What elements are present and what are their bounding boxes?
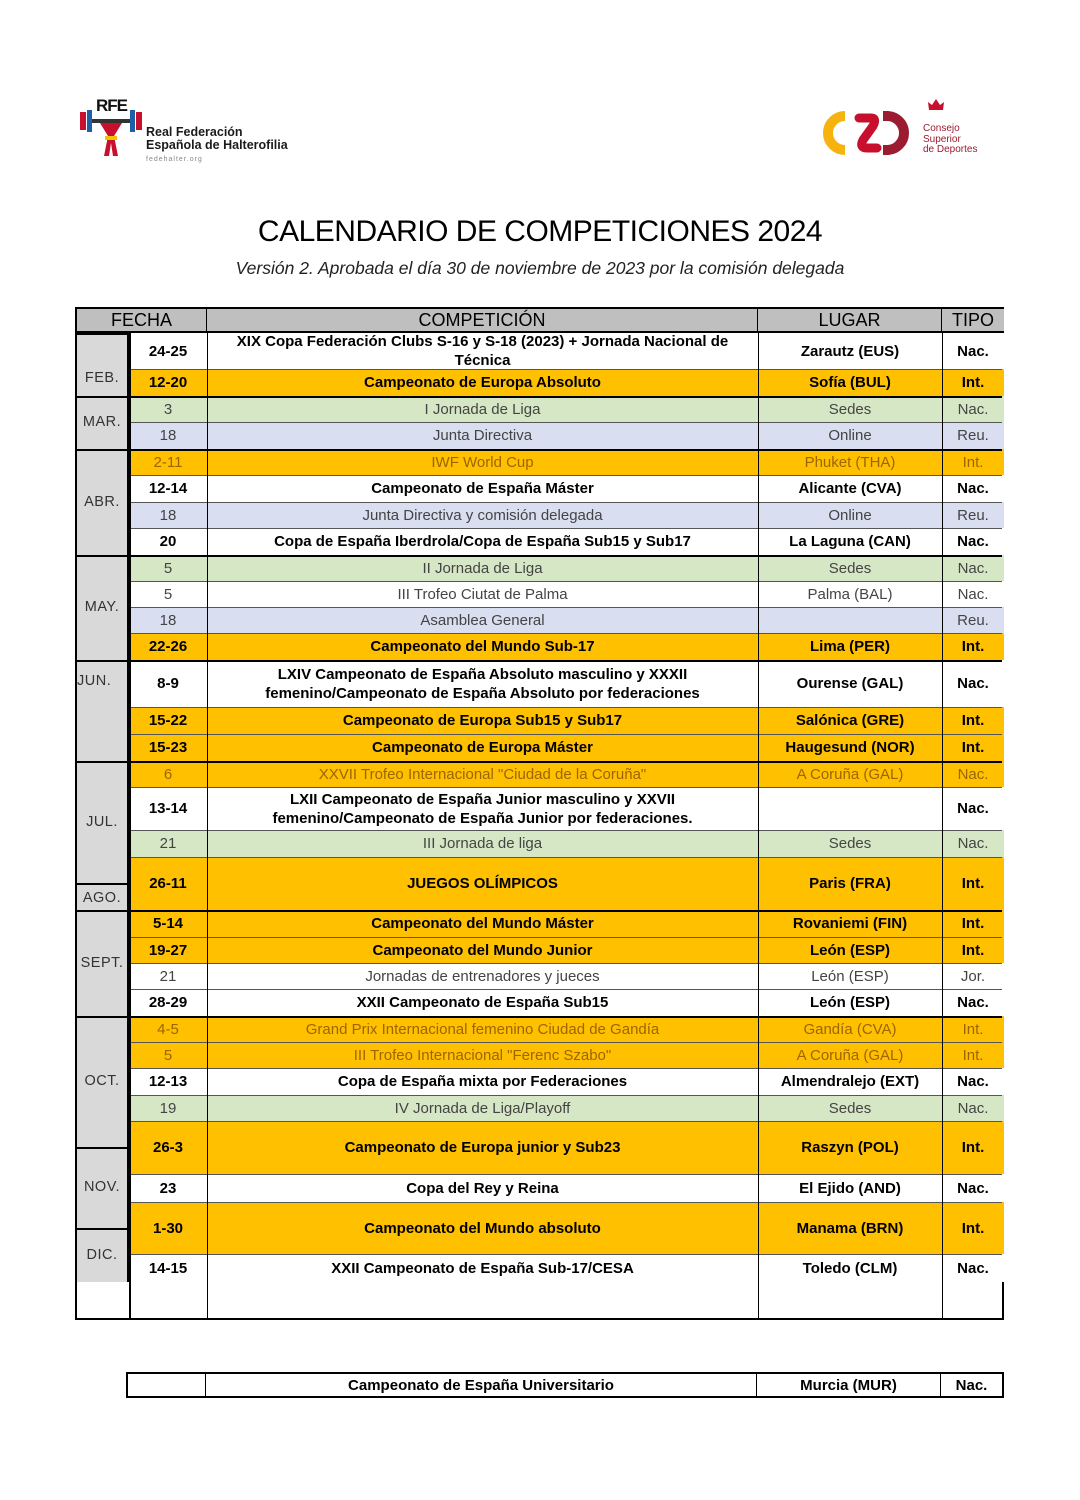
row-type: Int. [942,1042,1004,1068]
row-competition: II Jornada de Liga [207,555,758,581]
row-competition: LXII Campeonato de España Junior masculino y XXVII femenino/Campeonato de España Junior por federaciones. [207,787,758,830]
row-competition: Campeonato del Mundo Junior [207,937,758,963]
month-divider [77,333,129,335]
header-fecha: FECHA [77,309,207,333]
rfe-logo [78,98,318,168]
month-label: JUN. [77,660,129,761]
row-place: León (ESP) [758,963,942,989]
row-place: Sedes [758,830,942,857]
row-competition: Junta Directiva [207,422,758,449]
row-date: 28-29 [129,989,207,1016]
row-competition: I Jornada de Liga [207,396,758,422]
row-type: Nac. [942,660,1004,707]
row-place: Sedes [758,1095,942,1121]
crown-icon [927,98,945,112]
row-competition: IV Jornada de Liga/Playoff [207,1095,758,1121]
row-date: 21 [129,963,207,989]
row-place: Gandía (CVA) [758,1016,942,1042]
row-type: Reu. [942,422,1004,449]
row-place: Palma (BAL) [758,581,942,607]
csd-mark-icon [815,108,915,158]
row-type: Nac. [942,333,1004,369]
month-label: MAR. [77,396,129,449]
month-group-divider [77,449,1002,451]
row-competition: JUEGOS OLÍMPICOS [207,857,758,910]
row-competition: Campeonato de Europa Máster [207,734,758,761]
row-type: Reu. [942,607,1004,633]
month-label: NOV. [77,1147,129,1228]
extra-row [126,1372,1004,1398]
row-place: Sedes [758,555,942,581]
row-date: 18 [129,422,207,449]
row-date: 1-30 [129,1202,207,1254]
row-competition: III Trofeo Ciutat de Palma [207,581,758,607]
row-place: Raszyn (POL) [758,1121,942,1174]
row-date: 5 [129,1042,207,1068]
row-place: Alicante (CVA) [758,475,942,502]
row-place: A Coruña (GAL) [758,761,942,787]
row-divider [129,830,1002,831]
extra-competition: Campeonato de España Universitario [206,1374,757,1396]
extra-type: Nac. [955,1376,988,1394]
row-place: Ourense (GAL) [758,660,942,707]
row-type: Int. [942,633,1004,660]
row-date: 23 [129,1174,207,1202]
row-competition: Campeonato de Europa Absoluto [207,369,758,396]
row-place [758,787,942,830]
row-type: Nac. [942,1068,1004,1095]
row-competition: Campeonato del Mundo Máster [207,910,758,937]
month-label: SEPT. [77,910,129,1016]
row-date: 5-14 [129,910,207,937]
row-type: Nac. [942,830,1004,857]
calendar-table [75,307,1004,1320]
rfe-name: Real Federación Española de Halterofilia [146,125,288,152]
row-date: 24-25 [129,333,207,369]
row-date: 12-20 [129,369,207,396]
csd-logo [815,98,995,168]
row-divider [129,1254,1002,1255]
row-competition: III Jornada de liga [207,830,758,857]
row-competition: Campeonato de Europa junior y Sub23 [207,1121,758,1174]
row-type: Nac. [942,555,1004,581]
month-group-divider [77,761,1002,763]
row-date: 5 [129,555,207,581]
row-type: Nac. [942,989,1004,1016]
row-type: Int. [942,369,1004,396]
header-lugar: LUGAR [758,309,942,333]
row-competition: Jornadas de entrenadores y jueces [207,963,758,989]
row-date: 4-5 [129,1016,207,1042]
row-date: 12-14 [129,475,207,502]
row-place: León (ESP) [758,937,942,963]
row-type: Nac. [942,581,1004,607]
month-label: MAY. [77,555,129,660]
row-type: Reu. [942,502,1004,528]
row-competition: XIX Copa Federación Clubs S-16 y S-18 (2023) + Jornada Nacional de Técnica [207,333,758,369]
row-competition: Copa de España mixta por Federaciones [207,1068,758,1095]
row-competition: IWF World Cup [207,449,758,475]
row-type: Int. [942,910,1004,937]
row-date: 3 [129,396,207,422]
row-place: El Ejido (AND) [758,1174,942,1202]
row-competition: Asamblea General [207,607,758,633]
month-label: JUL. [77,761,129,883]
row-place: Zarautz (EUS) [758,333,942,369]
row-competition: Campeonato de Europa Sub15 y Sub17 [207,707,758,734]
row-type: Nac. [942,1095,1004,1121]
row-place: Online [758,422,942,449]
month-label: DIC. [77,1228,129,1282]
row-date: 26-11 [129,857,207,910]
row-type: Nac. [942,475,1004,502]
month-divider [77,883,129,885]
month-group-divider [77,910,1002,912]
page-title: CALENDARIO DE COMPETICIONES 2024 [257,215,823,248]
row-type: Nac. [942,787,1004,830]
row-place: Online [758,502,942,528]
row-competition: Campeonato del Mundo Sub-17 [207,633,758,660]
month-label: AGO. [77,883,129,910]
row-type: Nac. [942,1174,1004,1202]
rfe-url: fedehalter.org [146,156,203,163]
row-type: Int. [942,707,1004,734]
row-competition: LXIV Campeonato de España Absoluto masculino y XXXII femenino/Campeonato de España Absoluto por federaciones [207,660,758,707]
row-date: 13-14 [129,787,207,830]
row-type: Int. [942,734,1004,761]
row-date: 15-22 [129,707,207,734]
row-place: Paris (FRA) [758,857,942,910]
row-date: 8-9 [129,660,207,707]
row-divider [129,787,1002,788]
month-group-divider [77,396,1002,398]
row-type: Int. [942,937,1004,963]
row-place: A Coruña (GAL) [758,1042,942,1068]
header-competicion: COMPETICIÓN [207,309,758,333]
row-place: Toledo (CLM) [758,1254,942,1282]
row-competition: Grand Prix Internacional femenino Ciudad de Gandía [207,1016,758,1042]
row-competition: Campeonato del Mundo absoluto [207,1202,758,1254]
row-date: 5 [129,581,207,607]
row-divider [129,734,1002,735]
row-place: Manama (BRN) [758,1202,942,1254]
month-group-divider [77,555,1002,557]
row-divider [129,502,1002,503]
row-divider [129,1042,1002,1043]
row-date: 21 [129,830,207,857]
row-date: 19-27 [129,937,207,963]
row-type: Int. [942,1121,1004,1174]
month-divider [77,1228,129,1230]
row-divider [129,607,1002,608]
row-place: Lima (PER) [758,633,942,660]
row-date: 18 [129,607,207,633]
row-date: 6 [129,761,207,787]
row-place: La Laguna (CAN) [758,528,942,555]
row-date: 12-13 [129,1068,207,1095]
month-divider [77,1147,129,1149]
row-place: Sedes [758,396,942,422]
header-tipo: TIPO [942,309,1004,333]
row-competition: III Trofeo Internacional "Ferenc Szabo" [207,1042,758,1068]
row-divider [129,633,1002,634]
row-competition: Campeonato de España Máster [207,475,758,502]
month-group-divider [77,660,1002,662]
row-date: 2-11 [129,449,207,475]
row-place: Almendralejo (EXT) [758,1068,942,1095]
row-type: Int. [942,449,1004,475]
page-subtitle: Versión 2. Aprobada el día 30 de noviembre de 2023 por la comisión delegada [235,258,845,278]
month-label: OCT. [77,1016,129,1147]
row-divider [129,1121,1002,1122]
column-divider [758,333,759,1318]
row-type: Nac. [942,528,1004,555]
row-divider [129,422,1002,423]
row-type: Nac. [942,761,1004,787]
row-type: Int. [942,1016,1004,1042]
column-divider [942,333,943,1318]
month-column-divider [129,333,131,1318]
row-divider [129,475,1002,476]
row-divider [129,1068,1002,1069]
row-competition: Copa del Rey y Reina [207,1174,758,1202]
csd-name: Consejo Superior de Deportes [923,123,978,155]
row-type: Nac. [942,396,1004,422]
row-competition: XXII Campeonato de España Sub15 [207,989,758,1016]
row-competition: XXII Campeonato de España Sub-17/CESA [207,1254,758,1282]
row-type: Jor. [942,963,1004,989]
row-divider [129,1202,1002,1203]
row-place [758,607,942,633]
row-place: León (ESP) [758,989,942,1016]
row-divider [129,707,1002,708]
row-divider [129,937,1002,938]
column-divider [207,333,208,1318]
month-label: FEB. [77,333,129,396]
extra-place: Murcia (MUR) [757,1374,941,1396]
row-divider [129,1174,1002,1175]
row-divider [129,528,1002,529]
month-label: ABR. [77,449,129,555]
row-date: 15-23 [129,734,207,761]
row-divider [129,963,1002,964]
row-competition: XXVII Trofeo Internacional "Ciudad de la Coruña" [207,761,758,787]
row-place: Sofía (BUL) [758,369,942,396]
row-date: 26-3 [129,1121,207,1174]
row-divider [129,1095,1002,1096]
row-type: Nac. [942,1254,1004,1282]
row-divider [129,857,1002,858]
row-place: Salónica (GRE) [758,707,942,734]
extra-date [128,1374,206,1396]
row-divider [129,581,1002,582]
row-place: Rovaniemi (FIN) [758,910,942,937]
row-date: 20 [129,528,207,555]
row-type: Int. [942,1202,1004,1254]
row-date: 14-15 [129,1254,207,1282]
month-group-divider [77,1016,1002,1018]
row-divider [129,989,1002,990]
row-date: 22-26 [129,633,207,660]
row-place: Phuket (THA) [758,449,942,475]
row-divider [129,369,1002,370]
row-place: Haugesund (NOR) [758,734,942,761]
row-date: 19 [129,1095,207,1121]
row-date: 18 [129,502,207,528]
row-competition: Junta Directiva y comisión delegada [207,502,758,528]
row-competition: Copa de España Iberdrola/Copa de España Sub15 y Sub17 [207,528,758,555]
rfe-abbreviation: RFE [96,96,127,115]
row-type: Int. [942,857,1004,910]
